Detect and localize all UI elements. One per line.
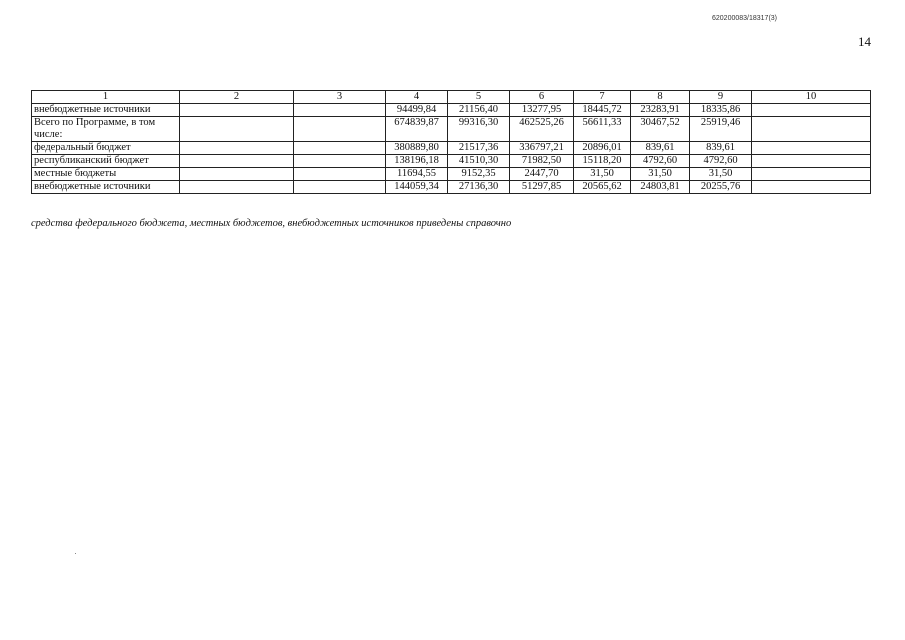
- value-cell: 21156,40: [448, 104, 510, 117]
- value-cell: 674839,87: [386, 117, 448, 142]
- footnote: средства федерального бюджета, местных бюджетов, внебюджетных источников приведены справочно: [31, 218, 512, 229]
- row-label: внебюджетные источники: [32, 181, 180, 194]
- table-cell: [752, 142, 871, 155]
- value-cell: 20565,62: [574, 181, 631, 194]
- column-header: 4: [386, 91, 448, 104]
- value-cell: 20896,01: [574, 142, 631, 155]
- value-cell: 11694,55: [386, 168, 448, 181]
- row-label: республиканский бюджет: [32, 155, 180, 168]
- value-cell: 30467,52: [631, 117, 690, 142]
- table-cell: [180, 168, 294, 181]
- value-cell: 23283,91: [631, 104, 690, 117]
- table-cell: [752, 104, 871, 117]
- table-cell: [294, 168, 386, 181]
- table-cell: [180, 117, 294, 142]
- value-cell: 18335,86: [690, 104, 752, 117]
- column-header: 8: [631, 91, 690, 104]
- table-cell: [752, 155, 871, 168]
- value-cell: 71982,50: [510, 155, 574, 168]
- column-header: 7: [574, 91, 631, 104]
- table-row: [32, 117, 871, 142]
- table-row: [32, 155, 871, 168]
- page-number: 14: [858, 34, 871, 49]
- value-cell: 27136,30: [448, 181, 510, 194]
- value-cell: 25919,46: [690, 117, 752, 142]
- table-cell: [294, 142, 386, 155]
- value-cell: 839,61: [690, 142, 752, 155]
- value-cell: 18445,72: [574, 104, 631, 117]
- value-cell: 839,61: [631, 142, 690, 155]
- value-cell: 20255,76: [690, 181, 752, 194]
- table-row: [32, 142, 871, 155]
- column-header: 10: [752, 91, 871, 104]
- table-row: [32, 168, 871, 181]
- table-header-row: [32, 91, 871, 104]
- column-header: 6: [510, 91, 574, 104]
- value-cell: 462525,26: [510, 117, 574, 142]
- budget-table: [31, 90, 871, 194]
- value-cell: 21517,36: [448, 142, 510, 155]
- value-cell: 94499,84: [386, 104, 448, 117]
- table-cell: [180, 155, 294, 168]
- table-cell: [294, 104, 386, 117]
- value-cell: 31,50: [690, 168, 752, 181]
- row-label: Всего по Программе, в том числе:: [32, 117, 180, 142]
- document-code: 620200083/18317(3): [712, 15, 778, 22]
- column-header: 9: [690, 91, 752, 104]
- table-cell: [180, 104, 294, 117]
- column-header: 2: [180, 91, 294, 104]
- table-cell: [294, 181, 386, 194]
- value-cell: 15118,20: [574, 155, 631, 168]
- table-cell: [180, 142, 294, 155]
- table-row: [32, 181, 871, 194]
- value-cell: 2447,70: [510, 168, 574, 181]
- row-label: внебюджетные источники: [32, 104, 180, 117]
- table-cell: [294, 155, 386, 168]
- table-cell: [180, 181, 294, 194]
- table-cell: [752, 117, 871, 142]
- value-cell: 4792,60: [690, 155, 752, 168]
- value-cell: 41510,30: [448, 155, 510, 168]
- row-label: местные бюджеты: [32, 168, 180, 181]
- value-cell: 99316,30: [448, 117, 510, 142]
- table-cell: [752, 181, 871, 194]
- value-cell: 336797,21: [510, 142, 574, 155]
- table-row: [32, 104, 871, 117]
- column-header: 5: [448, 91, 510, 104]
- value-cell: 9152,35: [448, 168, 510, 181]
- scan-speck: [75, 553, 76, 554]
- value-cell: 31,50: [631, 168, 690, 181]
- column-header: 1: [32, 91, 180, 104]
- value-cell: 380889,80: [386, 142, 448, 155]
- table-cell: [294, 117, 386, 142]
- value-cell: 4792,60: [631, 155, 690, 168]
- row-label: федеральный бюджет: [32, 142, 180, 155]
- value-cell: 138196,18: [386, 155, 448, 168]
- value-cell: 13277,95: [510, 104, 574, 117]
- column-header: 3: [294, 91, 386, 104]
- value-cell: 24803,81: [631, 181, 690, 194]
- value-cell: 31,50: [574, 168, 631, 181]
- value-cell: 144059,34: [386, 181, 448, 194]
- value-cell: 51297,85: [510, 181, 574, 194]
- value-cell: 56611,33: [574, 117, 631, 142]
- table-cell: [752, 168, 871, 181]
